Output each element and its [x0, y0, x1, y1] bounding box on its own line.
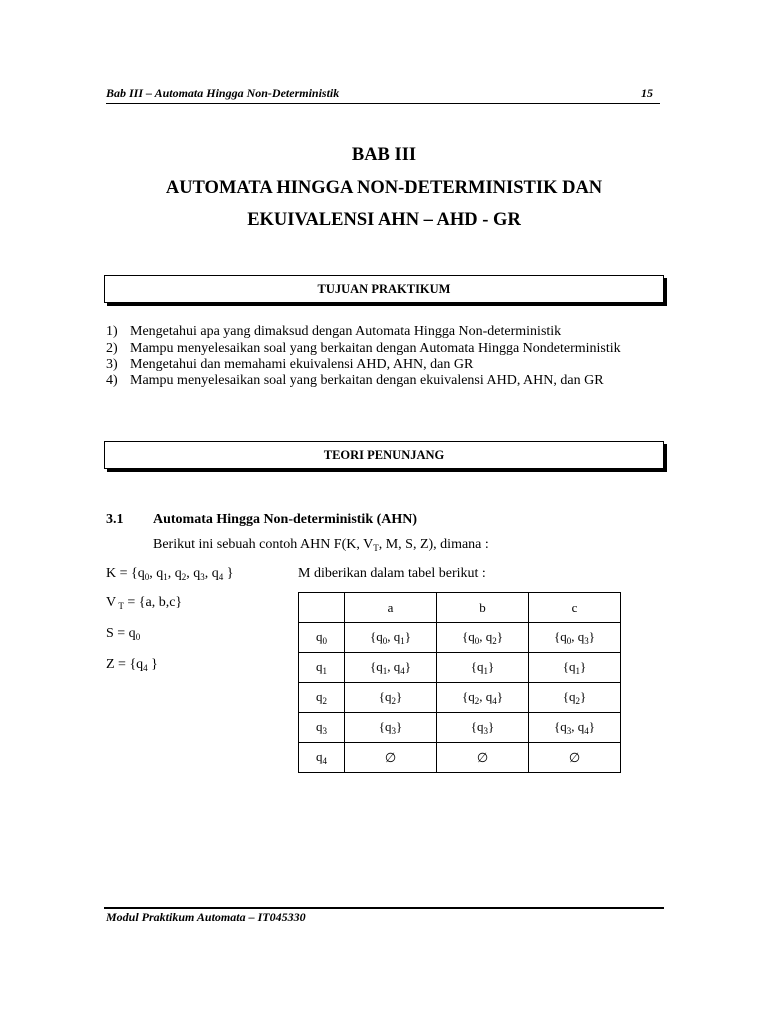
table-row-state: $q_3$	[299, 713, 345, 743]
start-state-definition: $S = q_0$	[106, 626, 141, 642]
states-definition: $K = \{q_0$, $q_1$, $q_2$, $q_3$, $q_4$ }	[106, 566, 234, 582]
table-cell: $\{q_3\}$	[345, 713, 437, 743]
table-column-header: c	[529, 593, 621, 623]
table-cell: $\{q_3\}$	[437, 713, 529, 743]
chapter-title-line1: AUTOMATA HINGGA NON-DETERMINISTIK DAN	[165, 178, 603, 198]
table-row-state: $q_4$	[299, 743, 345, 773]
table-cell: {$q_3$, $q_4$}	[529, 713, 621, 743]
footer-rule	[104, 907, 664, 909]
table-cell: $\{q_1\}$	[437, 653, 529, 683]
intro-paragraph: Berikut ini sebuah contoh AHN F(K, $V_T$, M, S, Z), dimana :	[153, 537, 489, 553]
table-cell: {$q_0$, $q_2$}	[437, 623, 529, 653]
footer-text: Modul Praktikum Automata – IT045330	[106, 910, 306, 924]
table-row-state: $q_0$	[299, 623, 345, 653]
table-cell: {$q_1$, $q_4$}	[345, 653, 437, 683]
theory-heading: TEORI PENUNJANG	[323, 448, 445, 462]
objectives-heading: TUJUAN PRAKTIKUM	[317, 282, 451, 296]
table-cell: {$q_2$, $q_4$}	[437, 683, 529, 713]
table-row	[299, 743, 621, 773]
alphabet-definition: V $_T$ = {a, b,c}	[106, 595, 183, 611]
table-row-state: $q_2$	[299, 683, 345, 713]
table-cell: $\{q_2\}$	[529, 683, 621, 713]
section-number: 3.1	[106, 512, 124, 527]
table-corner-cell	[299, 593, 345, 623]
objectives-heading-box	[104, 275, 664, 303]
objective-item: 3) Mengetahui dan memahami ekuivalensi AHD, AHN, dan GR	[106, 357, 474, 372]
transition-table	[298, 592, 621, 773]
section-title: Automata Hingga Non-deterministik (AHN)	[153, 512, 418, 527]
table-row	[299, 653, 621, 683]
table-cell: ∅	[529, 743, 621, 773]
chapter-number: BAB III	[351, 145, 417, 165]
table-cell: {$q_0$, $q_3$}	[529, 623, 621, 653]
table-row	[299, 713, 621, 743]
objective-item: 2) Mampu menyelesaikan soal yang berkaitan dengan Automata Hingga Nondeterministik	[106, 341, 621, 356]
table-row	[299, 683, 621, 713]
table-cell: $\{q_2\}$	[345, 683, 437, 713]
table-row-state: $q_1$	[299, 653, 345, 683]
table-column-header: b	[437, 593, 529, 623]
page-number: 15	[641, 86, 653, 100]
chapter-title-line2: EKUIVALENSI AHN – AHD - GR	[247, 210, 521, 230]
table-cell: {$q_0$, $q_1$}	[345, 623, 437, 653]
objective-item: 4) Mampu menyelesaikan soal yang berkaitan dengan ekuivalensi AHD, AHN, dan GR	[106, 373, 604, 388]
final-states-definition: $Z = \{q_4$ }	[106, 657, 158, 673]
transition-table-caption: M diberikan dalam tabel berikut :	[298, 566, 486, 581]
table-cell: ∅	[437, 743, 529, 773]
objective-item: 1) Mengetahui apa yang dimaksud dengan Automata Hingga Non-deterministik	[106, 324, 562, 339]
table-cell: $\{q_1\}$	[529, 653, 621, 683]
theory-heading-box	[104, 441, 664, 469]
table-row	[299, 623, 621, 653]
running-header: Bab III – Automata Hingga Non-Deterministik	[106, 86, 340, 100]
table-header-row	[299, 593, 621, 623]
header-rule	[106, 103, 660, 104]
table-cell: ∅	[345, 743, 437, 773]
table-column-header: a	[345, 593, 437, 623]
